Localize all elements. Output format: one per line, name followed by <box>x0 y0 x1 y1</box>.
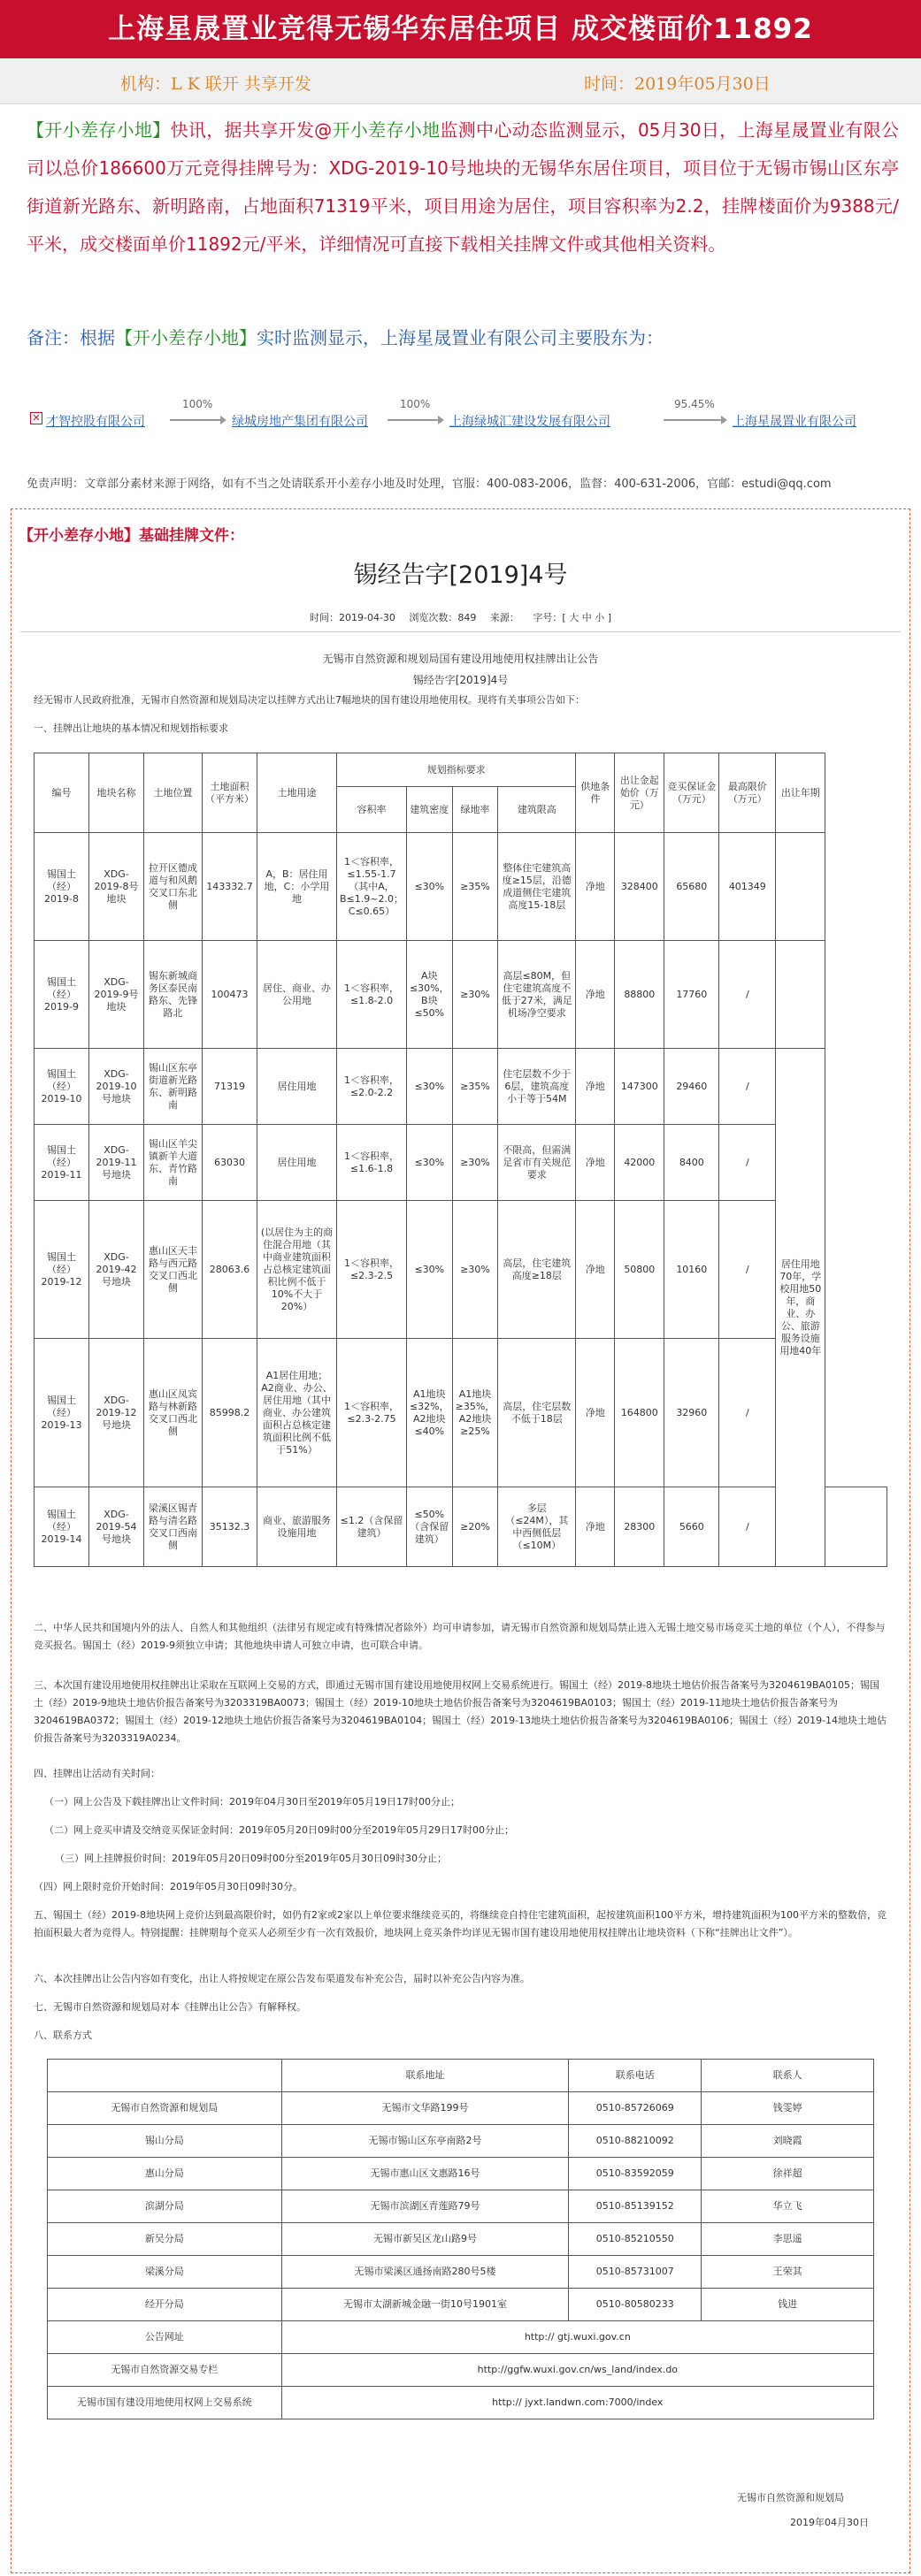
cell-address: 无锡市惠山区文惠路16号 <box>281 2158 569 2190</box>
note-suffix: 实时监测显示，上海星晟置业有限公司主要股东为： <box>257 327 664 348</box>
cell-address: 无锡市梁溪区通扬南路280号5楼 <box>281 2256 569 2289</box>
cell-supply: 净地 <box>576 1125 615 1201</box>
cell-green: ≥20% <box>452 1487 498 1567</box>
cell-price: 147300 <box>615 1049 664 1125</box>
cell-height: 整体住宅建筑高度≥15层，沿德成道侧住宅建筑高度15-18层 <box>498 833 576 941</box>
cell-area: 35132.3 <box>203 1487 257 1567</box>
cell-address: 无锡市锡山区东亭南路2号 <box>281 2125 569 2158</box>
cell-contact: 华立飞 <box>702 2190 874 2223</box>
cell-green: A1地块≥35%，A2地块≥25% <box>452 1339 498 1487</box>
cell-phone: 0510-85726069 <box>569 2092 702 2125</box>
cell-address: 无锡市滨湖区青莲路79号 <box>281 2190 569 2223</box>
chain-pct-1: 100% <box>182 398 213 410</box>
time-item-2: （二）网上竞买申请及交纳竞买保证金时间：2019年05月20日09时00分至2019年05月29日17时00分止； <box>44 1824 514 1836</box>
table-row <box>48 2092 874 2125</box>
cell-max: / <box>719 1125 776 1201</box>
chain-node-2[interactable]: 绿城房地产集团有限公司 <box>232 415 368 429</box>
section-7: 七、无锡市自然资源和规划局对本《挂牌出让公告》有解释权。 <box>34 2001 306 2013</box>
cell-location: 惠山区天丰路与西元路交叉口西北侧 <box>144 1201 203 1339</box>
headline-title: 上海星晟置业竞得无锡华东居住项目 成交楼面价11892 <box>108 13 813 45</box>
cell-area: 100473 <box>203 941 257 1049</box>
cell-density: A1地块≤32%，A2地块≤40% <box>406 1339 452 1487</box>
lead-text-1: 快讯，据共享开发@ <box>170 119 333 141</box>
cell-web-label: 公告网址 <box>48 2321 282 2354</box>
cell-phone: 0510-80580233 <box>569 2289 702 2321</box>
cell-height: 高层，住宅建筑高度≥18层 <box>498 1201 576 1339</box>
cell-office: 梁溪分局 <box>48 2256 282 2289</box>
chain-pct-2: 100% <box>400 398 431 410</box>
table-row <box>48 2158 874 2190</box>
cell-price: 88800 <box>615 941 664 1049</box>
headline-banner <box>0 0 921 58</box>
cell-name: XDG-2019-9号地块 <box>89 941 144 1049</box>
cell-name: XDG-2019-42号地块 <box>89 1201 144 1339</box>
cell-no: 锡国土（经）2019-9 <box>35 941 89 1049</box>
cell-contact: 王荣其 <box>702 2256 874 2289</box>
chain-node-4[interactable]: 上海星晟置业有限公司 <box>733 415 856 429</box>
cell-name: XDG-2019-10号地块 <box>89 1049 144 1125</box>
cell-deposit: 10160 <box>664 1201 719 1339</box>
table-row <box>35 1049 887 1125</box>
col-name: 地块名称 <box>89 753 144 833</box>
mention-link[interactable]: 开小差存小地 <box>332 119 441 141</box>
cell-location: 锡东新城商务区泰民南路东、先锋路北 <box>144 941 203 1049</box>
cell-density: ≤50%（含保留建筑） <box>406 1487 452 1567</box>
cell-contact: 刘晓霞 <box>702 2125 874 2158</box>
cell-no: 锡国土（经）2019-10 <box>35 1049 89 1125</box>
cell-supply: 净地 <box>576 833 615 941</box>
notice-subheading: 锡经告字[2019]4号 <box>412 674 509 686</box>
ownership-chain <box>27 398 899 442</box>
note-tag: 【开小差存小地】 <box>115 327 257 348</box>
col-max: 最高限价（万元） <box>719 753 776 833</box>
col-height: 建筑限高 <box>498 787 576 833</box>
signature-org: 无锡市自然资源和规划局 <box>737 2492 844 2503</box>
divider <box>20 631 901 632</box>
cell-price: 28300 <box>615 1487 664 1567</box>
cell-max: / <box>719 1339 776 1487</box>
cell-far: 1＜容积率，≤2.0-2.2 <box>337 1049 407 1125</box>
contact-header <box>48 2060 282 2092</box>
table-row <box>35 833 887 941</box>
cell-green: ≥30% <box>452 941 498 1049</box>
agency-label: 机构：L K 联开 共享开发 <box>120 74 311 94</box>
cell-contact: 钱雯婷 <box>702 2092 874 2125</box>
section-8-title: 八、联系方式 <box>34 2029 92 2041</box>
contact-table <box>47 2059 874 2419</box>
cell-use: 居住用地 <box>257 1049 337 1125</box>
col-location: 土地位置 <box>144 753 203 833</box>
cell-use: 居住、商业、办公用地 <box>257 941 337 1049</box>
col-deposit: 竞买保证金（万元） <box>664 753 719 833</box>
cell-density: ≤30% <box>406 1201 452 1339</box>
arrow-icon <box>664 419 725 421</box>
contact-header: 联系地址 <box>281 2060 569 2092</box>
font-size-selector[interactable]: 字号：[ 大 中 小 ] <box>533 612 611 623</box>
col-plan: 规划指标要求 <box>337 753 576 787</box>
cell-max: / <box>719 1049 776 1125</box>
cell-area: 143332.7 <box>203 833 257 941</box>
cell-contact: 李思遥 <box>702 2223 874 2256</box>
cell-density: ≤30% <box>406 1049 452 1125</box>
cell-address: 无锡市文华路199号 <box>281 2092 569 2125</box>
signature-date: 2019年04月30日 <box>790 2517 869 2528</box>
section-5: 五、锡国土（经）2019-8地块网上竞价达到最高限价时，如仍有2家或2家以上单位要求继续竞买的，将继续竞自持住宅建筑面积，起按建筑面积100平方米，增持建筑面积为100平方米的整数倍，竞拍面积最大者为竞得人。特别提醒：挂牌期每个竞买人必须至少有一次有效报价，地块网上竞买条件均详见无锡市国有建设用地使用权挂牌出让地块资料（下称“挂牌出让文件”）。 <box>34 1909 886 1938</box>
company-logo-icon: ✕ <box>30 412 42 424</box>
cell-phone: 0510-83592059 <box>569 2158 702 2190</box>
cell-area: 85998.2 <box>203 1339 257 1487</box>
cell-term <box>825 1487 887 1567</box>
cell-term <box>776 833 825 941</box>
cell-address: 无锡市太湖新城金融一街10号1901室 <box>281 2289 569 2321</box>
cell-price: 42000 <box>615 1125 664 1201</box>
cell-green: ≥35% <box>452 833 498 941</box>
cell-height: 高层≤80M，但住宅建筑高度不低于27米，满足机场净空要求 <box>498 941 576 1049</box>
arrow-icon <box>388 419 442 421</box>
time-item-4: （四）网上限时竞价开始时间：2019年05月30日09时30分。 <box>34 1881 303 1892</box>
section-2: 二、中华人民共和国境内外的法人、自然人和其他组织（法律另有规定或有特殊情况者除外）均可申请参加，请无锡市自然资源和规划局禁止进入无锡土地交易市场竞买土地的单位（个人），不得参与竞买报名。锡国土（经）2019-9须独立申请；其他地块申请人可独立申请，也可联合申请。 <box>34 1622 886 1651</box>
arrow-icon <box>170 419 225 421</box>
cell-location: 锡山区羊尖镇新羊大道东、青竹路南 <box>144 1125 203 1201</box>
meta-time: 时间：2019-04-30 <box>309 612 395 623</box>
source-tag: 【开小差存小地】 <box>27 119 171 141</box>
cell-no: 锡国土（经）2019-8 <box>35 833 89 941</box>
publish-time: 时间：2019年05月30日 <box>584 74 771 94</box>
cell-height: 不限高，但需满足省市有关规范要求 <box>498 1125 576 1201</box>
cell-far: 1＜容积率，≤2.3-2.75 <box>337 1339 407 1487</box>
cell-deposit: 17760 <box>664 941 719 1049</box>
contact-header: 联系电话 <box>569 2060 702 2092</box>
parcel-table <box>34 753 887 1567</box>
website-link[interactable]: http://ggfw.wuxi.gov.cn/ws_land/index.do <box>281 2354 873 2387</box>
col-density: 建筑密度 <box>406 787 452 833</box>
col-price: 出让金起始价（万元） <box>615 753 664 833</box>
cell-deposit: 5660 <box>664 1487 719 1567</box>
chain-pct-3: 95.45% <box>674 398 715 410</box>
cell-area: 71319 <box>203 1049 257 1125</box>
col-term: 出让年期 <box>776 753 825 833</box>
table-row <box>48 2125 874 2158</box>
cell-area: 63030 <box>203 1125 257 1201</box>
cell-deposit: 32960 <box>664 1339 719 1487</box>
col-far: 容积率 <box>337 787 407 833</box>
cell-no: 锡国土（经）2019-12 <box>35 1201 89 1339</box>
document-title: 锡经告字[2019]4号 <box>353 562 568 589</box>
chain-node-3[interactable]: 上海绿城汇建设发展有限公司 <box>449 415 610 429</box>
cell-use: A，B：居住用地，C：小学用地 <box>257 833 337 941</box>
cell-location: 拉开区德成道与和风鹅交叉口东北侧 <box>144 833 203 941</box>
cell-green: ≥30% <box>452 1201 498 1339</box>
cell-max: / <box>719 941 776 1049</box>
table-row <box>48 2256 874 2289</box>
cell-supply: 净地 <box>576 941 615 1049</box>
cell-price: 50800 <box>615 1201 664 1339</box>
table-row <box>48 2289 874 2321</box>
table-row <box>35 1339 887 1487</box>
table-row <box>35 1125 887 1201</box>
notice-intro: 经无锡市人民政府批准，无锡市自然资源和规划局决定以挂牌方式出让7幅地块的国有建设用地使用权。现将有关事项公告如下： <box>34 694 585 706</box>
cell-address: 无锡市新吴区龙山路9号 <box>281 2223 569 2256</box>
table-row <box>48 2060 874 2092</box>
section-3: 三、本次国有建设用地使用权挂牌出让采取在互联网上交易的方式，即通过无锡市国有建设用地使用权网上交易系统进行。锡国土（经）2019-8地块土地估价报告备案号为3204619BA0105；锡国土（经）2019-9地块土地估价报告备案号为3203319BA0073；锡国土（经）2019-10地块土地估价报告备案号为3204619BA0103；锡国土（经）2019-11地块土地估价报告备案号为3204619BA0372；锡国土（经）2019-12地块土地估价报告备案号为3204619BA0104；锡国土（经）2019-13地块土地估价报告备案号为3204619BA0106；锡国土（经）2019-14地块土地估价报告备案号为3203319A0234。 <box>34 1679 887 1744</box>
cell-phone: 0510-85731007 <box>569 2256 702 2289</box>
section-1-title: 一、挂牌出让地块的基本情况和规划指标要求 <box>34 722 228 734</box>
cell-contact: 徐祥超 <box>702 2158 874 2190</box>
cell-deposit: 8400 <box>664 1125 719 1201</box>
cell-price: 164800 <box>615 1339 664 1487</box>
cell-office: 经开分局 <box>48 2289 282 2321</box>
shareholder-note <box>27 324 899 349</box>
cell-name: XDG-2019-8号地块 <box>89 833 144 941</box>
col-green: 绿地率 <box>452 787 498 833</box>
cell-supply: 净地 <box>576 1339 615 1487</box>
cell-location: 惠山区凤宾路与林新路交叉口西北侧 <box>144 1339 203 1487</box>
cell-height: 高层，住宅层数不低于18层 <box>498 1339 576 1487</box>
col-no: 编号 <box>35 753 89 833</box>
cell-web-label: 无锡市自然资源交易专栏 <box>48 2354 282 2387</box>
cell-no: 锡国土（经）2019-11 <box>35 1125 89 1201</box>
meta-views: 浏览次数：849 <box>409 612 477 623</box>
section-6: 六、本次挂牌出让公告内容如有变化，出让人将按规定在原公告发布渠道发布补充公告，届时以补充公告内容为准。 <box>34 1973 530 1984</box>
cell-office: 惠山分局 <box>48 2158 282 2190</box>
cell-term: 居住用地70年，学校用地50年，商业、办公、旅游服务设施用地40年 <box>776 1049 825 1567</box>
section-4-title: 四、挂牌出让活动有关时间： <box>34 1768 160 1779</box>
table-row <box>48 2354 874 2387</box>
cell-far: 1＜容积率，≤1.8-2.0 <box>337 941 407 1049</box>
cell-density: A块≤30%，B块≤50% <box>406 941 452 1049</box>
cell-price: 328400 <box>615 833 664 941</box>
cell-max: / <box>719 1201 776 1339</box>
time-item-3: （三）网上挂牌报价时间：2019年05月20日09时00分至2019年05月30日09时30分止； <box>55 1853 447 1864</box>
cell-use: 商业、旅游服务设施用地 <box>257 1487 337 1567</box>
cell-use: A1居住用地；A2商业、办公、居住用地（其中商业、办公建筑面积占总核定建筑面积比例不低于51%） <box>257 1339 337 1487</box>
website-link[interactable]: http:// gtj.wuxi.gov.cn <box>281 2321 873 2354</box>
cell-density: ≤30% <box>406 1125 452 1201</box>
cell-term <box>776 941 825 1049</box>
notice-heading: 无锡市自然资源和规划局国有建设用地使用权挂牌出让公告 <box>322 653 599 665</box>
cell-height: 住宅层数不少于6层，建筑高度小于等于54M <box>498 1049 576 1125</box>
cell-max: / <box>719 1487 776 1567</box>
cell-use: 居住用地 <box>257 1125 337 1201</box>
time-item-1: （一）网上公告及下载挂牌出让文件时间：2019年04月30日至2019年05月19日17时00分止； <box>44 1796 460 1808</box>
cell-supply: 净地 <box>576 1049 615 1125</box>
document-meta <box>12 610 909 624</box>
cell-location: 锡山区东亭街道新光路东、新明路南 <box>144 1049 203 1125</box>
table-row <box>48 2190 874 2223</box>
cell-no: 锡国土（经）2019-14 <box>35 1487 89 1567</box>
note-prefix: 备注：根据 <box>27 327 115 348</box>
cell-far: 1＜容积率，≤1.6-1.8 <box>337 1125 407 1201</box>
cell-phone: 0510-85139152 <box>569 2190 702 2223</box>
cell-contact: 钱进 <box>702 2289 874 2321</box>
document-label: 【开小差存小地】基础挂牌文件： <box>19 527 244 545</box>
cell-office: 滨湖分局 <box>48 2190 282 2223</box>
col-use: 土地用途 <box>257 753 337 833</box>
cell-office: 锡山分局 <box>48 2125 282 2158</box>
cell-location: 梁溪区锡青路与清名路交叉口西南侧 <box>144 1487 203 1567</box>
cell-phone: 0510-85210550 <box>569 2223 702 2256</box>
cell-web-label: 无锡市国有建设用地使用权网上交易系统 <box>48 2387 282 2419</box>
table-row <box>48 2387 874 2419</box>
cell-height: 多层（≤24M），其中西侧低层（≤10M） <box>498 1487 576 1567</box>
article-info-bar <box>0 58 921 104</box>
table-row <box>35 1201 887 1339</box>
table-row <box>48 2321 874 2354</box>
cell-area: 28063.6 <box>203 1201 257 1339</box>
listing-document <box>11 508 910 2573</box>
cell-max: 401349 <box>719 833 776 941</box>
cell-supply: 净地 <box>576 1487 615 1567</box>
cell-name: XDG-2019-11号地块 <box>89 1125 144 1201</box>
cell-phone: 0510-88210092 <box>569 2125 702 2158</box>
cell-far: 1＜容积率，≤2.3-2.5 <box>337 1201 407 1339</box>
lead-text-2: 监测中心动态监测显示，05月30日，上海星晟置业有限公司以总价186600万元竞得挂牌号为：XDG-2019-10号地块的无锡华东居住项目，项目位于无锡市锡山区东亭街道新光路东、新明路南，占地面积71319平米，项目用途为居住，项目容积率为2.2，挂牌楼面价为9388元/平米，成交楼面单价11892元/平米，详细情况可直接下载相关挂牌文件或其他相关资料。 <box>27 119 900 255</box>
contact-header: 联系人 <box>702 2060 874 2092</box>
cell-green: ≥35% <box>452 1049 498 1125</box>
cell-supply: 净地 <box>576 1201 615 1339</box>
table-row <box>35 941 887 1049</box>
cell-green: ≥30% <box>452 1125 498 1201</box>
cell-office: 新吴分局 <box>48 2223 282 2256</box>
table-row <box>35 1487 887 1567</box>
cell-deposit: 65680 <box>664 833 719 941</box>
cell-office: 无锡市自然资源和规划局 <box>48 2092 282 2125</box>
chain-node-1[interactable]: 才智控股有限公司 <box>46 415 145 429</box>
meta-source: 来源： <box>489 612 519 623</box>
cell-name: XDG-2019-12号地块 <box>89 1339 144 1487</box>
cell-far: 1＜容积率，≤1.55-1.7（其中A，B≤1.9~2.0；C≤0.65） <box>337 833 407 941</box>
cell-density: ≤30% <box>406 833 452 941</box>
cell-name: XDG-2019-54号地块 <box>89 1487 144 1567</box>
cell-use: (以居住为主的商住混合用地（其中商业建筑面积占总核定建筑面积比例不低于10%不大于20%） <box>257 1201 337 1339</box>
disclaimer-text: 免责声明：文章部分素材来源于网络，如有不当之处请联系开小差存小地及时处理，官服：400-083-2006，监督：400-631-2006，官邮：estudi@qq.com <box>27 478 832 491</box>
cell-far: ≤1.2（含保留建筑） <box>337 1487 407 1567</box>
cell-no: 锡国土（经）2019-13 <box>35 1339 89 1487</box>
lead-paragraph <box>27 111 899 264</box>
table-row <box>48 2223 874 2256</box>
cell-deposit: 29460 <box>664 1049 719 1125</box>
website-link[interactable]: http:// jyxt.landwn.com:7000/index <box>281 2387 873 2419</box>
col-area: 土地面积（平方米） <box>203 753 257 833</box>
col-supply: 供地条件 <box>576 753 615 833</box>
